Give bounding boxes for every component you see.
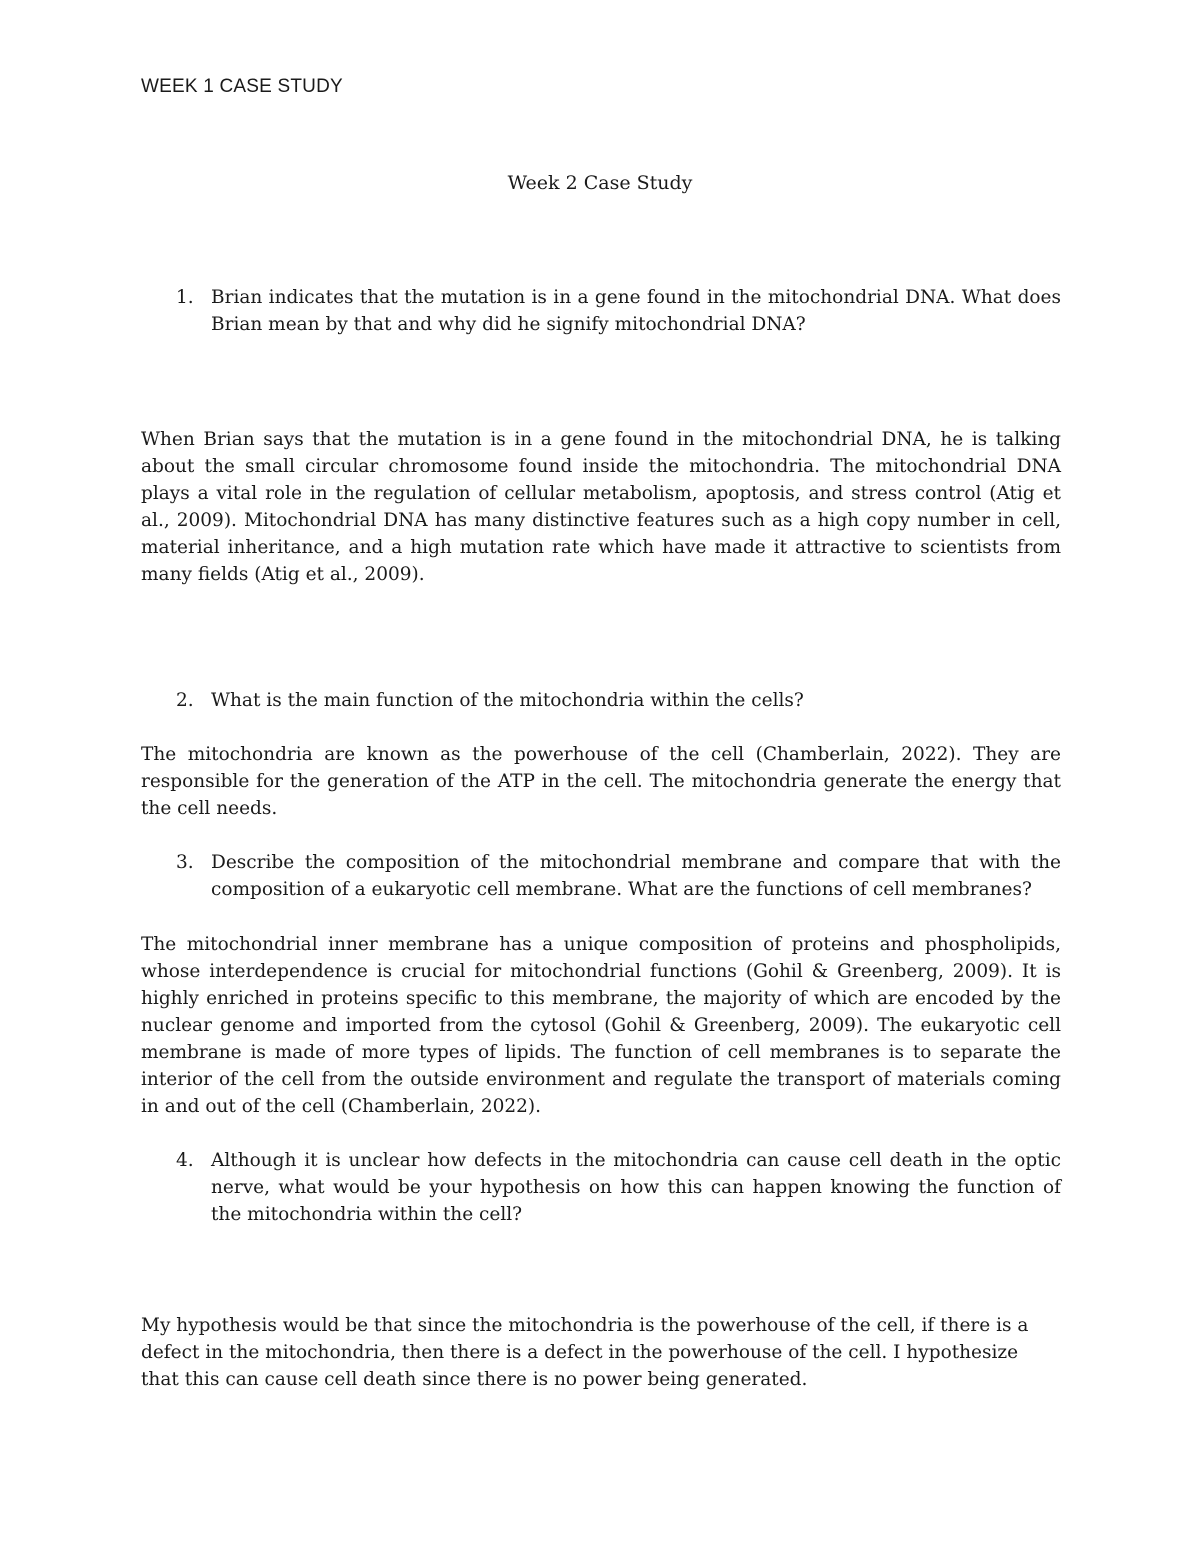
question-1 bbox=[176, 284, 1061, 338]
question-2 bbox=[176, 687, 1061, 714]
question-3 bbox=[176, 849, 1061, 903]
answer-1: When Brian says that the mutation is in a gene found in the mitochondrial DNA, he is talking about the small circular chromosome found inside the mitochondria. The mitochondrial DNA plays a vital role in the regulation of cellular metabolism, apoptosis, and stress control (Atig et al., 2009). Mitochondrial DNA has many distinctive features such as a high copy number in cell, material inheritance, and a high mutation rate which have made it attractive to scientists from many fields (Atig et al., 2009). bbox=[141, 429, 1061, 585]
running-header: WEEK 1 CASE STUDY bbox=[141, 76, 343, 97]
question-text: What is the main function of the mitochondria within the cells? bbox=[211, 690, 804, 711]
question-number: 4. bbox=[176, 1150, 194, 1171]
question-text: Describe the composition of the mitochondrial membrane and compare that with the composition of a eukaryotic cell membrane. What are the functions of cell membranes? bbox=[211, 852, 1061, 900]
document-title: Week 2 Case Study bbox=[507, 172, 693, 194]
question-number: 3. bbox=[176, 852, 194, 873]
answer-3: The mitochondrial inner membrane has a unique composition of proteins and phospholipids, whose interdependence is crucial for mitochondrial functions (Gohil & Greenberg, 2009). It is highly enriched in proteins specific to this membrane, the majority of which are encoded by the nuclear genome and imported from the cytosol (Gohil & Greenberg, 2009). The eukaryotic cell membrane is made of more types of lipids. The function of cell membranes is to separate the interior of the cell from the outside environment and regulate the transport of materials coming in and out of the cell (Chamberlain, 2022). bbox=[141, 934, 1061, 1117]
question-4 bbox=[176, 1147, 1061, 1228]
question-text: Although it is unclear how defects in the mitochondria can cause cell death in the optic nerve, what would be your hypothesis on how this can happen knowing the function of the mitochondria within the cell? bbox=[211, 1150, 1061, 1225]
answer-4: My hypothesis would be that since the mitochondria is the powerhouse of the cell, if there is a defect in the mitochondria, then there is a defect in the powerhouse of the cell. I hypothesize that this can cause cell death since there is no power being generated. bbox=[141, 1315, 1029, 1390]
question-number: 1. bbox=[176, 287, 194, 308]
question-number: 2. bbox=[176, 690, 194, 711]
question-text: Brian indicates that the mutation is in a gene found in the mitochondrial DNA. What does Brian mean by that and why did he signify mitochondrial DNA? bbox=[211, 287, 1061, 335]
answer-2: The mitochondria are known as the powerhouse of the cell (Chamberlain, 2022). They are responsible for the generation of the ATP in the cell. The mitochondria generate the energy that the cell needs. bbox=[141, 744, 1061, 819]
